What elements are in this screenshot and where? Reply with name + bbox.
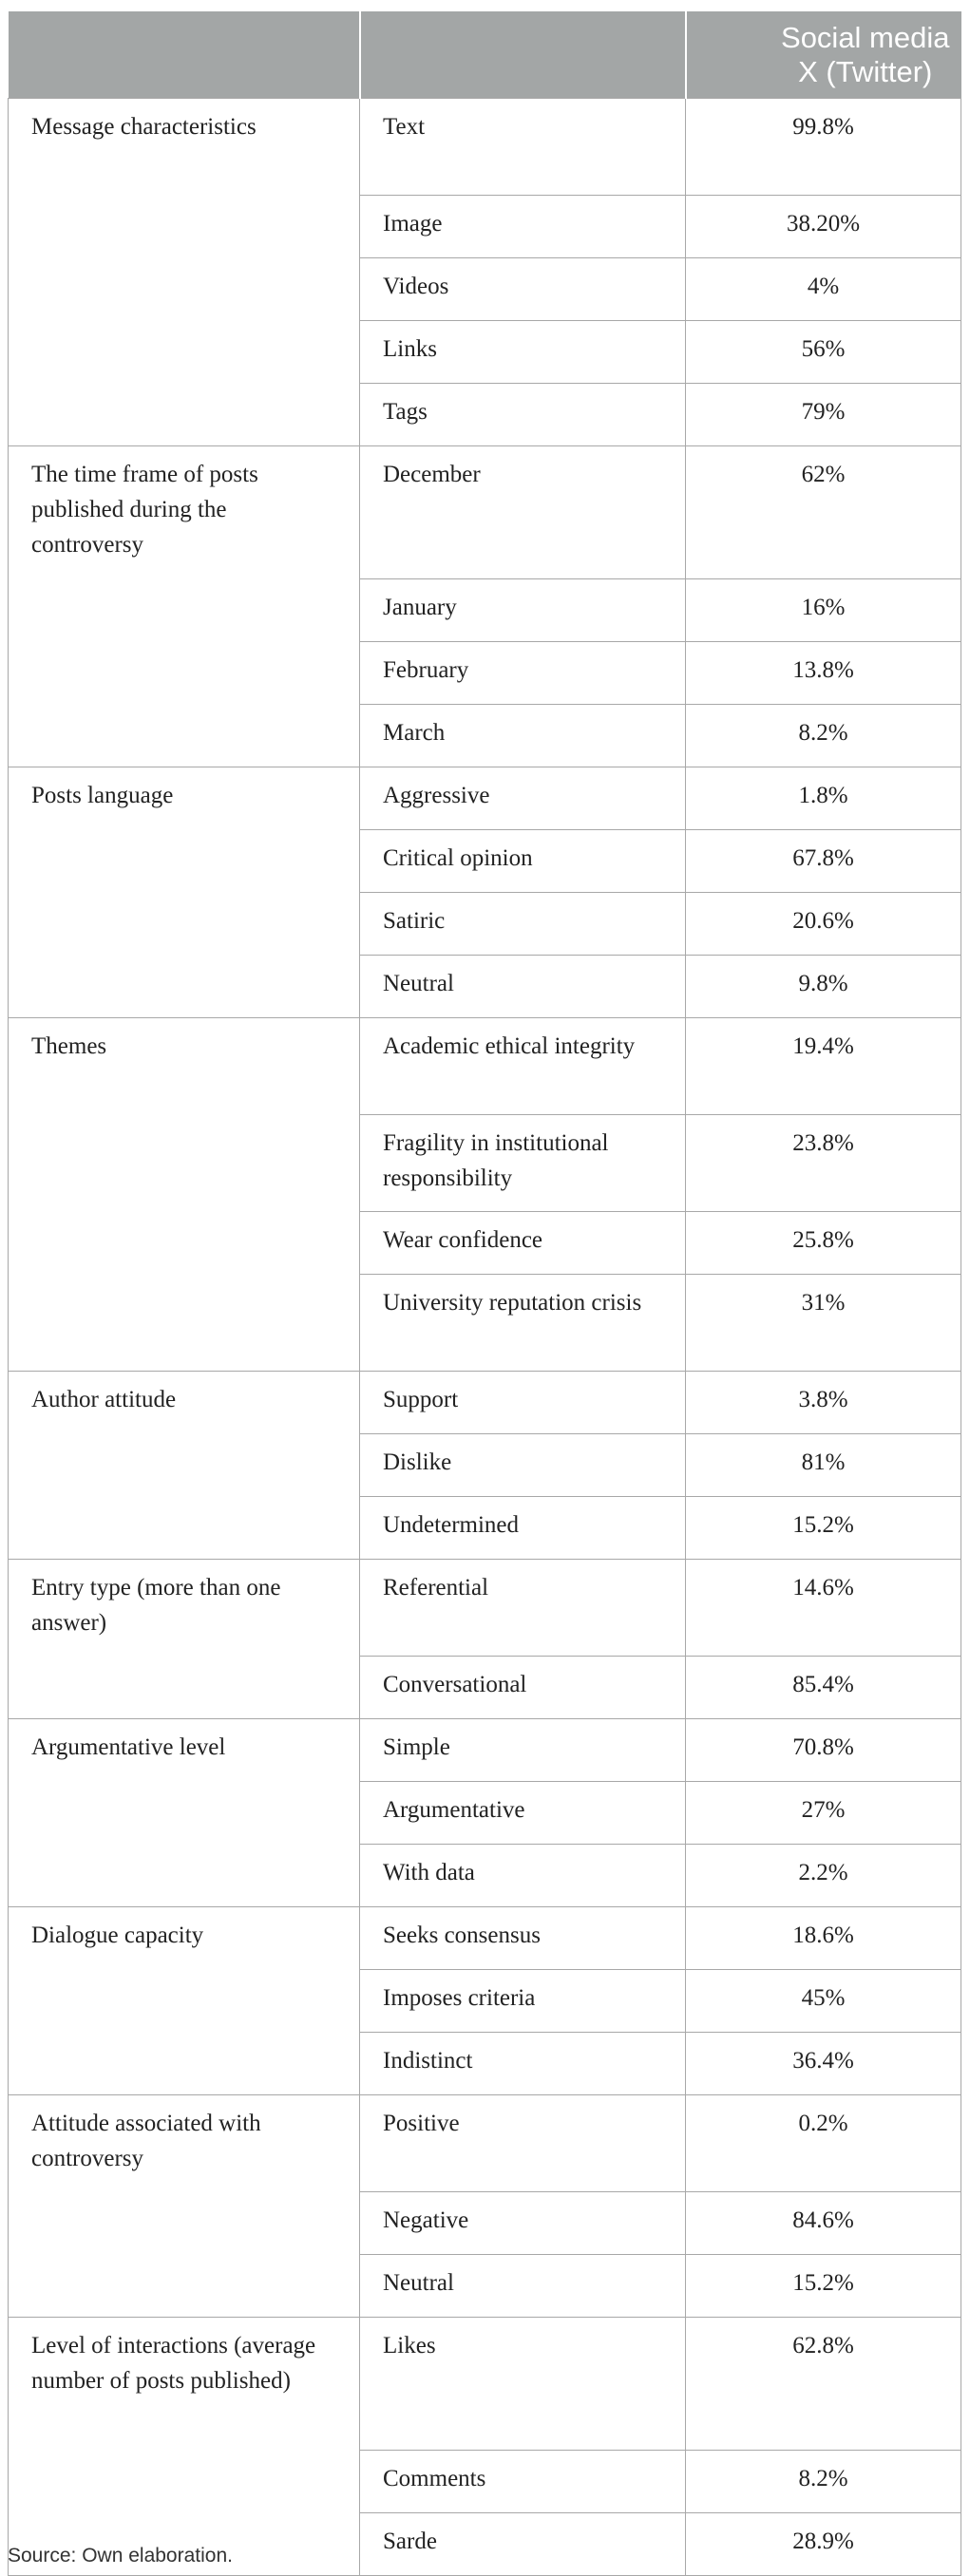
item-cell: Indistinct	[360, 2033, 686, 2095]
item-cell: Likes	[360, 2318, 686, 2451]
category-cell: Attitude associated with controversy	[9, 2095, 360, 2318]
header-col-item	[360, 11, 686, 99]
table-row	[9, 1907, 961, 1970]
category-cell: Argumentative level	[9, 1719, 360, 1907]
item-cell: February	[360, 642, 686, 705]
value-cell: 13.8%	[686, 642, 961, 705]
value-cell: 18.6%	[686, 1907, 961, 1970]
item-cell: Tags	[360, 384, 686, 446]
category-cell: Message characteristics	[9, 99, 360, 446]
value-cell: 28.9%	[686, 2513, 961, 2576]
data-table	[8, 11, 961, 2576]
item-cell: Simple	[360, 1719, 686, 1782]
header-value-line2: X (Twitter)	[798, 55, 933, 88]
table-row	[9, 2318, 961, 2451]
item-cell: Aggressive	[360, 767, 686, 830]
header-col-value	[686, 11, 961, 99]
table-row	[9, 767, 961, 830]
value-cell: 25.8%	[686, 1212, 961, 1275]
category-cell: Dialogue capacity	[9, 1907, 360, 2095]
item-cell: March	[360, 705, 686, 767]
value-cell: 15.2%	[686, 1497, 961, 1560]
item-cell: Referential	[360, 1560, 686, 1657]
value-cell: 84.6%	[686, 2192, 961, 2255]
table-row	[9, 1372, 961, 1434]
item-cell: Support	[360, 1372, 686, 1434]
header-col-category	[9, 11, 360, 99]
value-cell: 99.8%	[686, 99, 961, 196]
value-cell: 9.8%	[686, 956, 961, 1018]
value-cell: 0.2%	[686, 2095, 961, 2192]
value-cell: 20.6%	[686, 893, 961, 956]
value-cell: 8.2%	[686, 2451, 961, 2513]
table-row	[9, 1560, 961, 1657]
table-row	[9, 2095, 961, 2192]
value-cell: 8.2%	[686, 705, 961, 767]
value-cell: 81%	[686, 1434, 961, 1497]
item-cell: Satiric	[360, 893, 686, 956]
value-cell: 31%	[686, 1275, 961, 1372]
item-cell: Fragility in institutional responsibility	[360, 1115, 686, 1212]
item-cell: Undetermined	[360, 1497, 686, 1560]
value-cell: 2.2%	[686, 1845, 961, 1907]
table-row	[9, 1018, 961, 1115]
table-row	[9, 99, 961, 196]
value-cell: 19.4%	[686, 1018, 961, 1115]
item-cell: Wear confidence	[360, 1212, 686, 1275]
item-cell: Neutral	[360, 956, 686, 1018]
table-container	[8, 11, 960, 2576]
table-row	[9, 1719, 961, 1782]
item-cell: University reputation crisis	[360, 1275, 686, 1372]
value-cell: 4%	[686, 258, 961, 321]
item-cell: Negative	[360, 2192, 686, 2255]
item-cell: January	[360, 579, 686, 642]
item-cell: Links	[360, 321, 686, 384]
item-cell: Image	[360, 196, 686, 258]
item-cell: Argumentative	[360, 1782, 686, 1845]
value-cell: 16%	[686, 579, 961, 642]
item-cell: Sarde	[360, 2513, 686, 2576]
value-cell: 70.8%	[686, 1719, 961, 1782]
item-cell: Seeks consensus	[360, 1907, 686, 1970]
value-cell: 38.20%	[686, 196, 961, 258]
table-row	[9, 446, 961, 579]
category-cell: Posts language	[9, 767, 360, 1018]
item-cell: Positive	[360, 2095, 686, 2192]
source-note: Source: Own elaboration.	[8, 2545, 233, 2567]
header-row	[9, 11, 961, 99]
value-cell: 15.2%	[686, 2255, 961, 2318]
item-cell: With data	[360, 1845, 686, 1907]
item-cell: Conversational	[360, 1657, 686, 1719]
item-cell: December	[360, 446, 686, 579]
value-cell: 45%	[686, 1970, 961, 2033]
value-cell: 62.8%	[686, 2318, 961, 2451]
category-cell: Level of interactions (average number of posts published)	[9, 2318, 360, 2576]
category-cell: The time frame of posts published during the controversy	[9, 446, 360, 767]
item-cell: Neutral	[360, 2255, 686, 2318]
item-cell: Text	[360, 99, 686, 196]
value-cell: 23.8%	[686, 1115, 961, 1212]
category-cell: Entry type (more than one answer)	[9, 1560, 360, 1719]
value-cell: 62%	[686, 446, 961, 579]
item-cell: Academic ethical integrity	[360, 1018, 686, 1115]
value-cell: 79%	[686, 384, 961, 446]
item-cell: Comments	[360, 2451, 686, 2513]
value-cell: 36.4%	[686, 2033, 961, 2095]
value-cell: 3.8%	[686, 1372, 961, 1434]
value-cell: 27%	[686, 1782, 961, 1845]
value-cell: 56%	[686, 321, 961, 384]
item-cell: Imposes criteria	[360, 1970, 686, 2033]
value-cell: 85.4%	[686, 1657, 961, 1719]
value-cell: 14.6%	[686, 1560, 961, 1657]
category-cell: Author attitude	[9, 1372, 360, 1560]
item-cell: Dislike	[360, 1434, 686, 1497]
header-value-line1: Social media	[781, 21, 950, 54]
value-cell: 67.8%	[686, 830, 961, 893]
item-cell: Videos	[360, 258, 686, 321]
category-cell: Themes	[9, 1018, 360, 1372]
item-cell: Critical opinion	[360, 830, 686, 893]
value-cell: 1.8%	[686, 767, 961, 830]
table-body	[9, 99, 961, 2576]
